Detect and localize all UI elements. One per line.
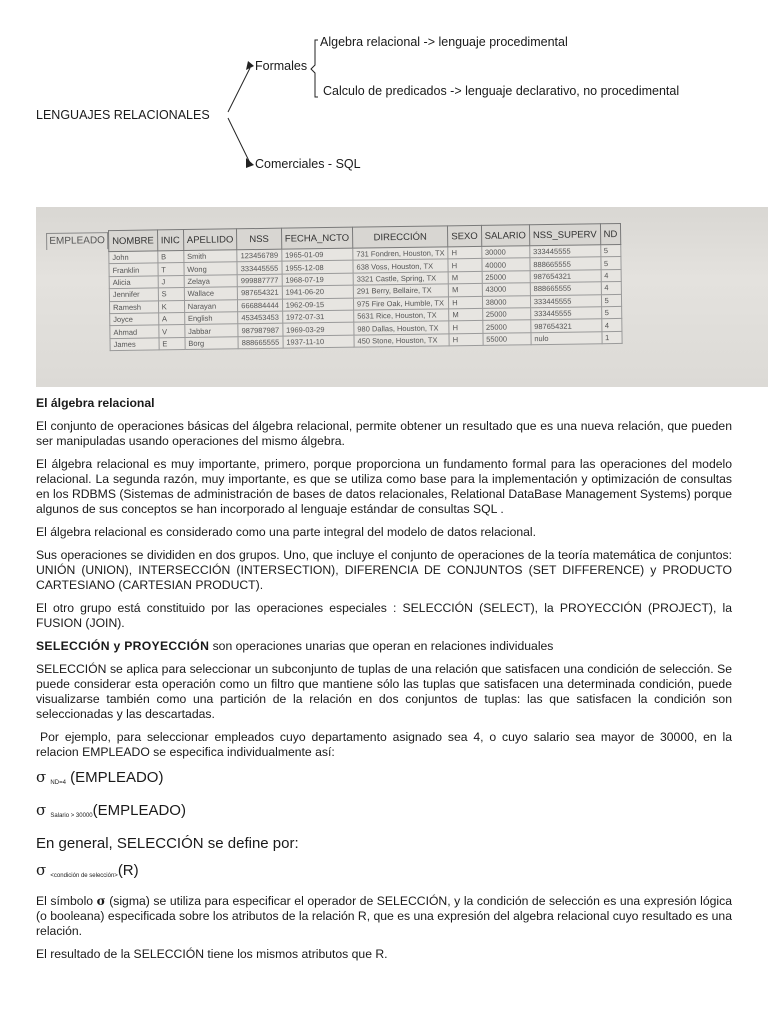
formula-salario xyxy=(36,801,732,826)
table-cell: 5631 Rice, Houston, TX xyxy=(354,309,449,323)
paragraph-5: El otro grupo está constituido por las operaciones especiales : SELECCIÓN (SELECT), la PROYECCIÓN (PROJECT), la FUSION (JOIN). xyxy=(36,601,732,630)
table-cell: B xyxy=(157,251,183,264)
column-header: APELLIDO xyxy=(183,229,237,251)
table-cell: V xyxy=(159,325,185,338)
table-cell: 5 xyxy=(600,244,621,257)
table-cell: Zelaya xyxy=(184,275,238,288)
table-cell: English xyxy=(184,312,238,325)
table-cell: Alicia xyxy=(109,276,158,289)
table-cell: 5 xyxy=(600,257,621,270)
paragraph-9-sigma: σ xyxy=(96,894,106,908)
table-cell: J xyxy=(158,275,184,288)
table-cell: 4 xyxy=(601,282,622,295)
column-header: FECHA_NCTO xyxy=(281,227,353,249)
sigma-symbol: σ xyxy=(36,768,47,786)
table-cell: 888665555 xyxy=(238,336,283,349)
paragraph-9-rest: (sigma) se utiliza para especificar el operador de SELECCIÓN, y la condición de selección es una expresión lógica (o booleana) especificada sobre los atributos de la relación R, que es una expresión del algebra relacional cuyo resultado es una relación. xyxy=(36,894,732,938)
table-cell: 30000 xyxy=(481,246,529,259)
table-cell: 975 Fire Oak, Humble, TX xyxy=(353,296,448,310)
paragraph-4: Sus operaciones se divididen en dos grupos. Uno, que incluye el conjunto de operaciones de la teoría matemática de conjuntos: UNIÓN (UNION), INTERSECCIÓN (INTERSECTION), DIFERENCIA DE CONJUNTOS (SET DIFFERENCE) y PRODUCTO CARTESIANO (CARTESIAN PRODUCT). xyxy=(36,548,732,592)
table-cell: H xyxy=(449,333,483,346)
table-cell: 888665555 xyxy=(530,257,601,270)
table-cell: 1972-07-31 xyxy=(282,310,353,323)
table-cell: James xyxy=(110,338,159,351)
paragraph-2: El álgebra relacional es muy importante, primero, porque proporciona un fundamento formal para las operaciones del modelo relacional. La segunda razón, muy importante, es que se utiliza como base para la implementación y optimización de consultas en los RDBMS (Sistemas de administración de bases de datos relacionales, Relational DataBase Management Systems) porque algunos de sus conceptos se han incorporado al lenguaje estándar de consultas SQL . xyxy=(36,457,732,516)
formula-salario-subscript: Salario > 30000 xyxy=(50,813,93,819)
table-cell: Wallace xyxy=(184,287,238,300)
formula-nd xyxy=(36,768,732,793)
column-header: NSS xyxy=(237,228,282,250)
paragraph-3: El álgebra relacional es considerado como una parte integral del modelo de datos relacional. xyxy=(36,525,536,539)
formula-general-relation: (R) xyxy=(117,862,139,879)
table-cell: 38000 xyxy=(482,295,530,308)
table-cell: 1965-01-09 xyxy=(281,248,352,261)
table-cell: M xyxy=(449,308,483,321)
table-cell: 453453453 xyxy=(238,311,283,324)
table-cell: 888665555 xyxy=(530,282,601,295)
table-cell: 5 xyxy=(601,294,622,307)
column-header: NOMBRE xyxy=(109,230,158,252)
formales-item-calculo: Calculo de predicados -> lenguaje declarativo, no procedimental xyxy=(323,84,680,98)
root-label: LENGUAJES RELACIONALES xyxy=(36,108,210,122)
table-cell: Jennifer xyxy=(109,288,158,301)
sigma-symbol: σ xyxy=(36,801,47,819)
paragraph-9-start: El símbolo xyxy=(36,894,97,908)
table-cell: 980 Dallas, Houston, TX xyxy=(354,321,449,335)
table-cell: 25000 xyxy=(482,308,530,321)
paragraph-6-bold: SELECCIÓN y PROYECCIÓN xyxy=(36,639,210,653)
paragraph-9 xyxy=(36,894,732,939)
table-cell: 333445555 xyxy=(530,245,601,258)
paragraph-6 xyxy=(36,639,732,654)
table-cell: H xyxy=(449,296,483,309)
section-heading: El álgebra relacional xyxy=(36,396,155,410)
column-header: NSS_SUPERV xyxy=(529,224,600,246)
article-body xyxy=(36,396,732,970)
column-header: SALARIO xyxy=(481,225,529,247)
table-cell: Ramesh xyxy=(109,300,158,313)
table-cell: H xyxy=(449,321,483,334)
paragraph-8: Por ejemplo, para seleccionar empleados cuyo departamento asignado sea 4, o cuyo salario sea mayor de 30000, en la relacion EMPLEADO se especifica individualmente así: xyxy=(36,730,732,759)
table-cell: 25000 xyxy=(482,320,530,333)
table-cell: Smith xyxy=(183,250,237,263)
table-cell: 25000 xyxy=(482,271,530,284)
table-cell: K xyxy=(158,300,184,313)
comerciales-label: Comerciales - SQL xyxy=(255,157,361,171)
table-cell: Ahmad xyxy=(110,325,159,338)
table-cell: 987987987 xyxy=(238,324,283,337)
formales-item-algebra: Algebra relacional -> lenguaje procedimental xyxy=(320,35,568,49)
table-cell: 4 xyxy=(601,269,622,282)
table-cell: H xyxy=(448,246,482,259)
table-cell: M xyxy=(448,284,482,297)
table-cell: T xyxy=(158,263,184,276)
table-cell: A xyxy=(158,313,184,326)
formula-nd-subscript: ND=4 xyxy=(50,780,66,786)
employee-table xyxy=(108,223,623,351)
table-cell: 666884444 xyxy=(238,299,283,312)
table-cell: M xyxy=(448,271,482,284)
sigma-symbol: σ xyxy=(36,861,47,879)
column-header: ND xyxy=(600,223,621,244)
table-cell: 1941-06-20 xyxy=(282,285,353,298)
table-cell: 333445555 xyxy=(237,262,282,275)
table-cell: 3321 Castle, Spring, TX xyxy=(353,272,448,286)
table-cell: 450 Stone, Houston, TX xyxy=(354,334,449,348)
paragraph-10: El resultado de la SELECCIÓN tiene los mismos atributos que R. xyxy=(36,947,388,961)
column-header: INIC xyxy=(157,230,183,251)
table-cell: nulo xyxy=(531,331,602,344)
table-cell: 291 Berry, Bellaire, TX xyxy=(353,284,448,298)
table-cell: 1937-11-10 xyxy=(283,335,354,348)
language-tree-lines xyxy=(0,0,768,200)
table-cell: 1955-12-08 xyxy=(282,261,353,274)
paragraph-7: SELECCIÓN se aplica para seleccionar un subconjunto de tuplas de una relación que satisfacen una condición de selección. Se puede considerar esta operación como un filtro que mantiene sólo las tuplas que satisfacen una determinada condición, puede visualizarse también como una partición de la relación en dos conjuntos de tuplas: las que satisfacen la condición son seleccionadas y las descartadas. xyxy=(36,662,732,721)
table-cell: S xyxy=(158,288,184,301)
table-cell: E xyxy=(159,337,185,350)
table-cell: 638 Voss, Houston, TX xyxy=(353,259,448,273)
table-cell: Narayan xyxy=(184,299,238,312)
formula-nd-relation: (EMPLEADO) xyxy=(65,769,164,786)
column-header: SEXO xyxy=(448,225,482,246)
table-cell: 987654321 xyxy=(530,270,601,283)
table-cell: John xyxy=(109,251,158,264)
table-name-tab: EMPLEADO xyxy=(46,232,108,250)
table-cell: 40000 xyxy=(482,258,530,271)
table-cell: Borg xyxy=(185,337,239,350)
table-cell: 4 xyxy=(601,319,622,332)
paragraph-1: El conjunto de operaciones básicas del álgebra relacional, permite obtener un resultado que es una nueva relación, que pueden ser manipuladas usando operaciones del mismo álgebra. xyxy=(36,419,732,448)
table-cell: 999887777 xyxy=(237,274,282,287)
table-cell: 731 Fondren, Houston, TX xyxy=(353,247,448,261)
paragraph-6-rest: son operaciones unarias que operan en relaciones individuales xyxy=(209,639,554,653)
formula-general xyxy=(36,861,732,886)
table-cell: 987654321 xyxy=(531,319,602,332)
formales-label: Formales xyxy=(255,59,308,73)
table-cell: 1968-07-19 xyxy=(282,273,353,286)
general-definition: En general, SELECCIÓN se define por: xyxy=(36,835,299,852)
table-cell: 1962-09-15 xyxy=(282,298,353,311)
table-cell: H xyxy=(448,259,482,272)
table-cell: 1 xyxy=(601,331,622,344)
employee-table-photo xyxy=(36,207,768,387)
formula-general-subscript: <condición de selección> xyxy=(50,873,118,879)
table-cell: 123456789 xyxy=(237,249,282,262)
table-cell: Jabbar xyxy=(185,324,239,337)
table-cell: 333445555 xyxy=(530,294,601,307)
table-cell: 43000 xyxy=(482,283,530,296)
table-cell: Wong xyxy=(184,262,238,275)
table-cell: 55000 xyxy=(483,332,531,345)
table-cell: Joyce xyxy=(110,313,159,326)
column-header: DIRECCIÓN xyxy=(352,226,448,248)
table-cell: 1969-03-29 xyxy=(283,323,354,336)
table-cell: 333445555 xyxy=(530,307,601,320)
table-cell: 987654321 xyxy=(237,286,282,299)
table-cell: Franklin xyxy=(109,263,158,276)
formula-salario-relation: (EMPLEADO) xyxy=(92,802,186,819)
table-cell: 5 xyxy=(601,306,622,319)
